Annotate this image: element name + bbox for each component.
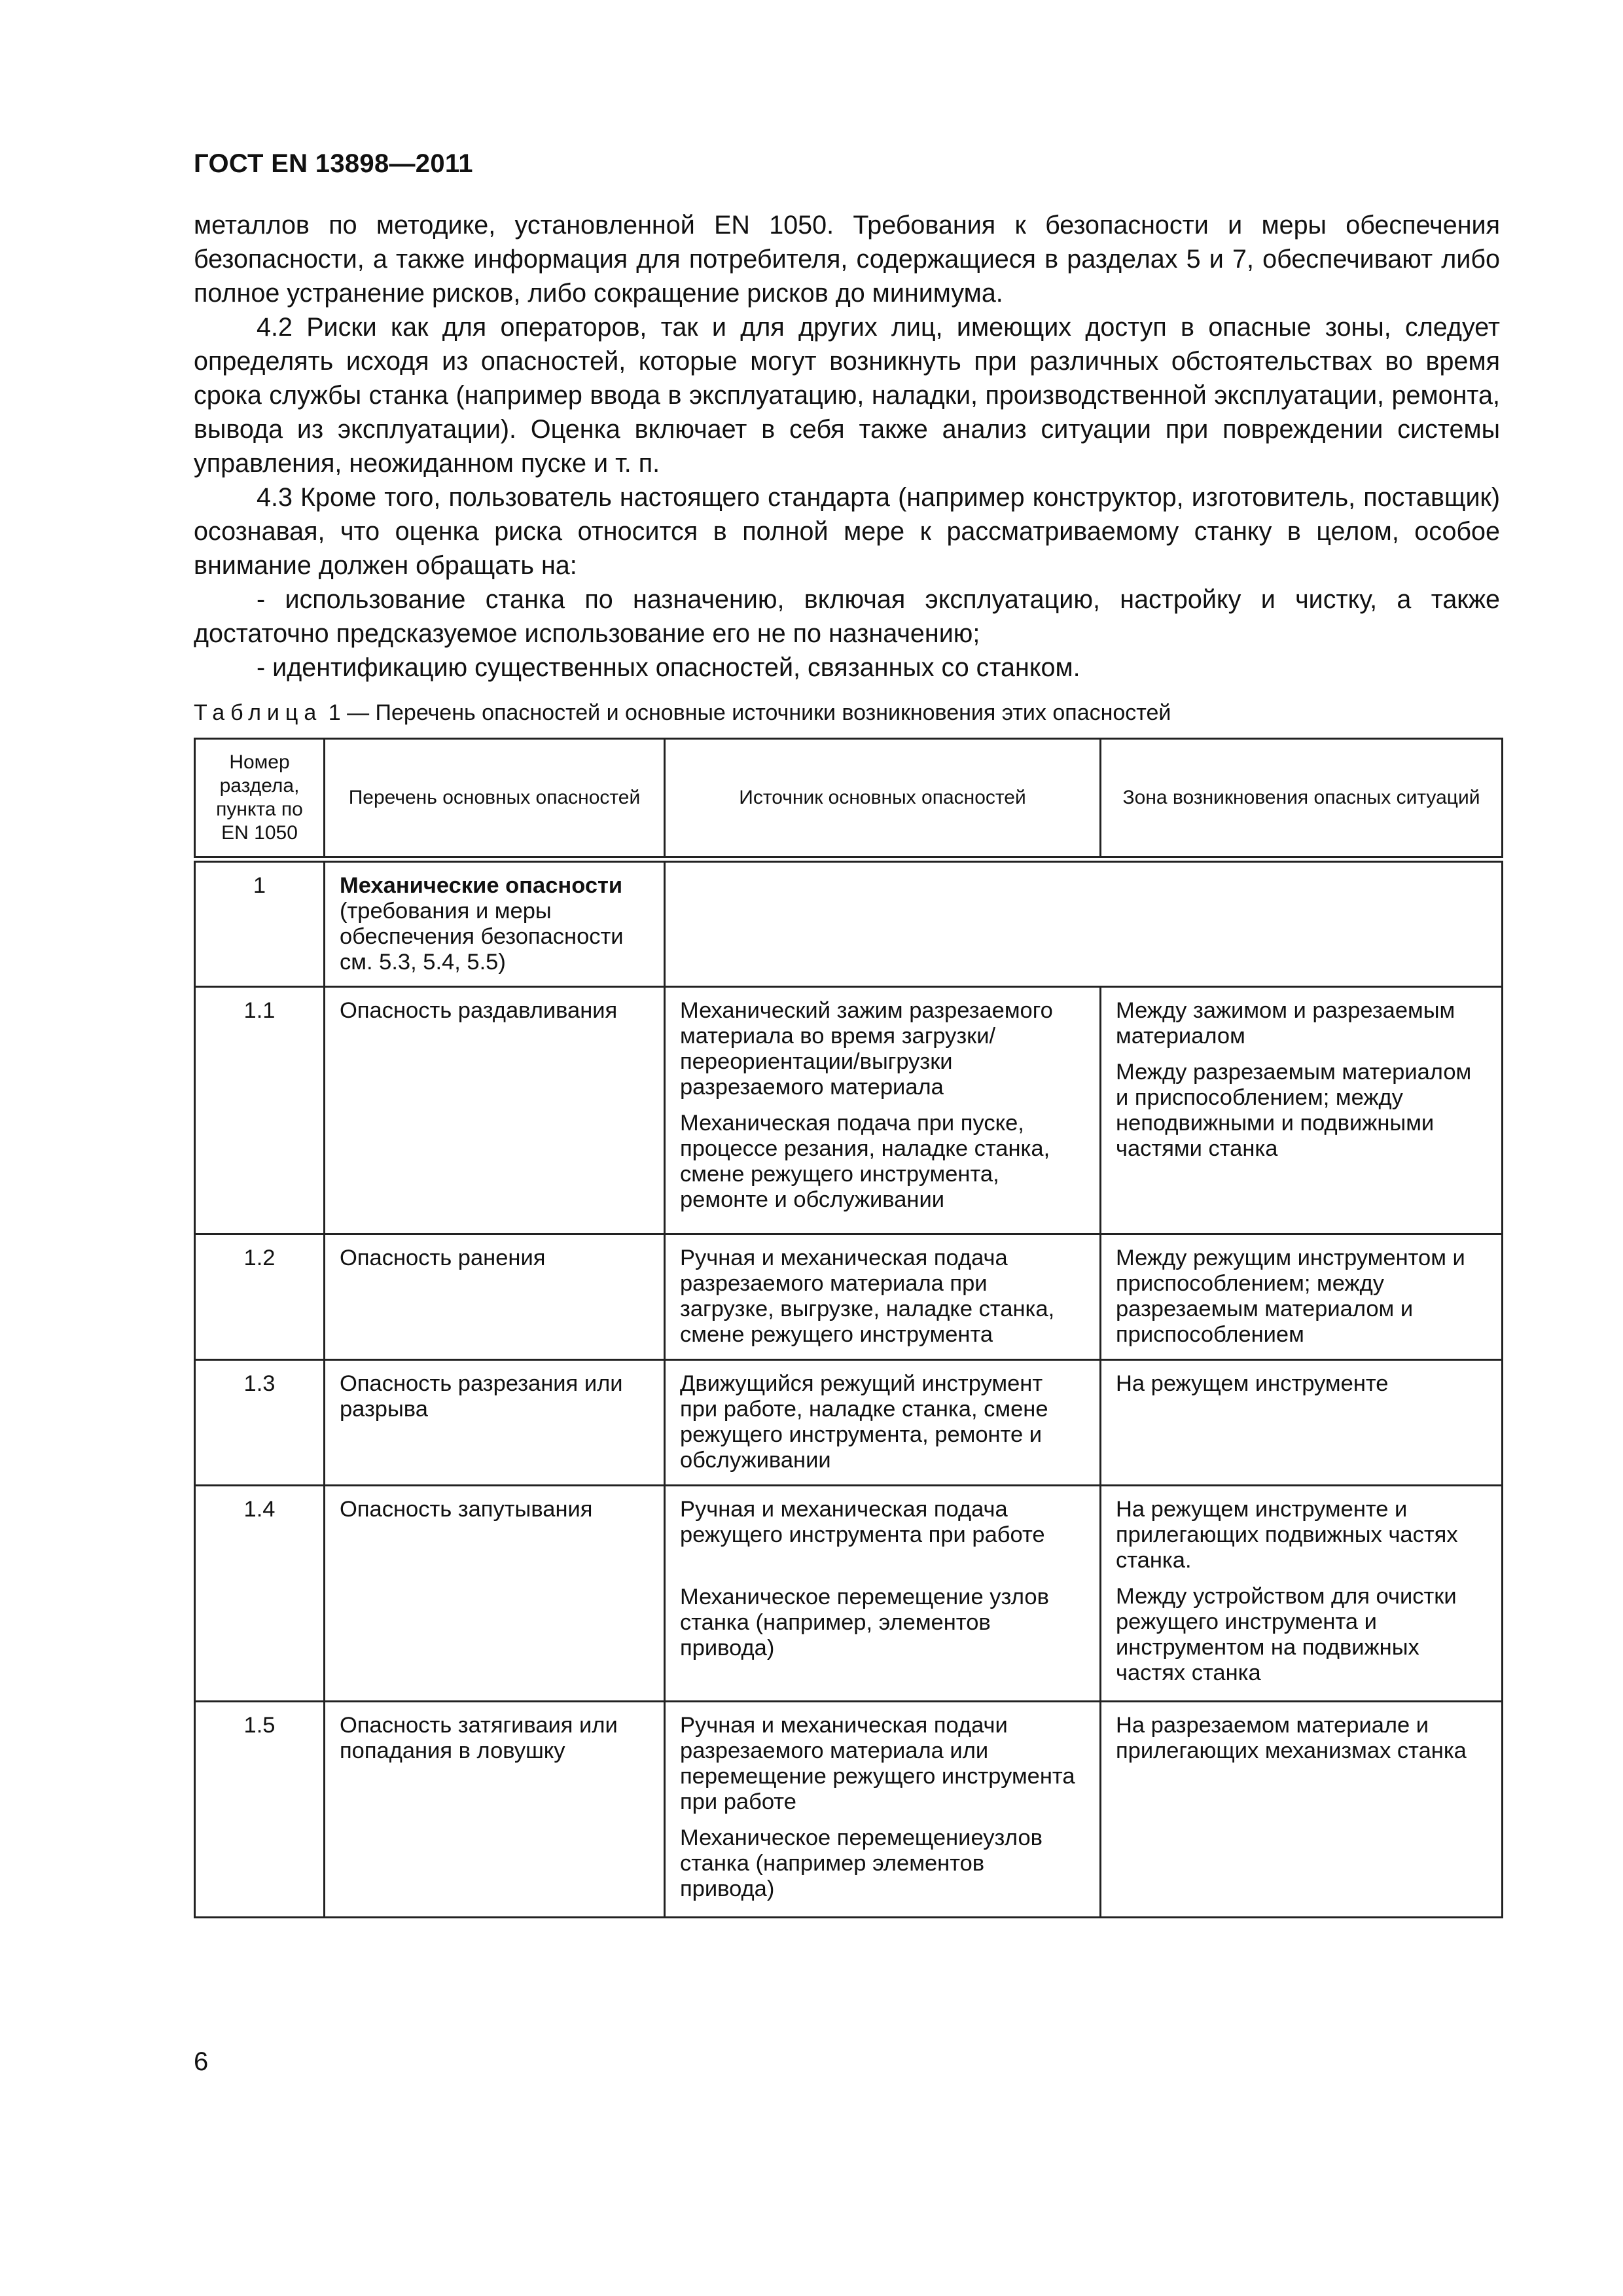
zone-item: Между режущим инструментом и приспособлением; между разрезаемым материалом и приспособлением [1116, 1246, 1465, 1347]
table-caption [194, 699, 1171, 726]
body-text [194, 208, 1500, 685]
zone-cell [1101, 1360, 1503, 1486]
document-header: ГОСТ EN 13898—2011 [194, 149, 473, 178]
column-header-section: Номер раздела, пункта по EN 1050 [195, 739, 325, 860]
row-number: 1.2 [195, 1234, 325, 1360]
table-row [195, 987, 1503, 1234]
row-number: 1 [195, 859, 325, 987]
column-header-hazards: Перечень основных опасностей [325, 739, 665, 860]
source-item: Механическая подача при пуске, процессе резания, наладке станка, смене режущего инструмента, ремонте и обслуживании [680, 1111, 1050, 1212]
source-cell [665, 1234, 1101, 1360]
source-cell [665, 987, 1101, 1234]
row-number: 1.4 [195, 1486, 325, 1702]
zone-item: На разрезаемом материале и прилегающих механизмах станка [1116, 1713, 1467, 1763]
row-number: 1.3 [195, 1360, 325, 1486]
hazard-cell: Опасность ранения [325, 1234, 665, 1360]
zone-item: На режущем инструменте и прилегающих подвижных частях станка. [1116, 1497, 1458, 1573]
table-header-row [195, 739, 1503, 860]
column-header-source: Источник основных опасностей [665, 739, 1101, 860]
hazard-cell: Опасность разрезания или разрыва [325, 1360, 665, 1486]
table-row [195, 1360, 1503, 1486]
hazard-cell: Опасность раздавливания [325, 987, 665, 1234]
hazard-group-note: (требования и меры обеспечения безопасности см. 5.3, 5.4, 5.5) [340, 899, 624, 975]
hazard-cell [325, 859, 665, 987]
paragraph-continuation: металлов по методике, установленной EN 1050. Требования к безопасности и меры обеспечения безопасности, а также информация для потребителя, содержащиеся в разделах 5 и 7, обеспечивают либо полное устранение рисков, либо сокращение рисков до минимума. [194, 211, 1500, 308]
source-item: Ручная и механическая подача режущего инструмента при работе [680, 1497, 1045, 1547]
paragraph-4-2: 4.2 Риски как для операторов, так и для других лиц, имеющих доступ в опасные зоны, следует определять исходя из опасностей, которые могут возникнуть при различных обстоятельствах во время срока службы станка (например ввода в эксплуатацию, наладки, производственной эксплуатации, ремонта, вывода из эксплуатации). Оценка включает в себя также анализ ситуации при повреждении системы управления, неожиданном пуске и т. п. [194, 313, 1500, 478]
source-item: Механическое перемещениеузлов станка (например элементов привода) [680, 1825, 1043, 1901]
row-number: 1.1 [195, 987, 325, 1234]
paragraph-4-3: 4.3 Кроме того, пользователь настоящего стандарта (например конструктор, изготовитель, поставщик) осознавая, что оценка риска относится в полной мере к рассматриваемому станку в целом, особое внимание должен обращать на: [194, 483, 1500, 580]
table-row [195, 1702, 1503, 1918]
source-item: Движущийся режущий инструмент при работе, наладке станка, смене режущего инструмента, ремонте и обслуживании [680, 1371, 1048, 1473]
source-item: Механическое перемещение узлов станка (например, элементов привода) [680, 1585, 1049, 1660]
source-cell [665, 1486, 1101, 1702]
list-item-intended-use: - использование станка по назначению, включая эксплуатацию, настройку и чистку, а также достаточно предсказуемое использование его не по назначению; [194, 585, 1500, 648]
zone-item: Между устройством для очистки режущего инструмента и инструментом на подвижных частях станка [1116, 1584, 1457, 1685]
zone-cell [1101, 1486, 1503, 1702]
zone-cell [1101, 987, 1503, 1234]
hazard-group-title: Механические опасности [340, 873, 623, 898]
zone-cell [1101, 1702, 1503, 1918]
empty-cell [665, 859, 1503, 987]
source-cell [665, 1360, 1101, 1486]
list-item-identify-hazards: - идентификацию существенных опасностей, связанных со станком. [257, 653, 1080, 682]
source-item: Ручная и механическая подача разрезаемого материала при загрузке, выгрузке, наладке станка, смене режущего инструмента [680, 1246, 1055, 1347]
hazard-cell: Опасность затягиваия или попадания в ловушку [325, 1702, 665, 1918]
table-caption-text: 1 — Перечень опасностей и основные источники возникновения этих опасностей [322, 700, 1171, 725]
source-item: Ручная и механическая подачи разрезаемого материала или перемещение режущего инструмента при работе [680, 1713, 1075, 1814]
zone-item: На режущем инструменте [1116, 1371, 1389, 1396]
zone-item: Между разрезаемым материалом и приспособлением; между неподвижными и подвижными частями станка [1116, 1060, 1472, 1161]
source-item: Механический зажим разрезаемого материала во время загрузки/переориентации/выгрузки разрезаемого материала [680, 998, 1053, 1100]
table-row [195, 1486, 1503, 1702]
row-number: 1.5 [195, 1702, 325, 1918]
hazards-table [194, 738, 1503, 1918]
source-cell [665, 1702, 1101, 1918]
page-number: 6 [194, 2047, 209, 2076]
column-header-zone: Зона возникновения опасных ситуаций [1101, 739, 1503, 860]
table-caption-label: Таблица [194, 700, 323, 725]
zone-cell [1101, 1234, 1503, 1360]
hazard-cell: Опасность запутывания [325, 1486, 665, 1702]
zone-item: Между зажимом и разрезаемым материалом [1116, 998, 1455, 1049]
table-row [195, 1234, 1503, 1360]
table-row [195, 859, 1503, 987]
